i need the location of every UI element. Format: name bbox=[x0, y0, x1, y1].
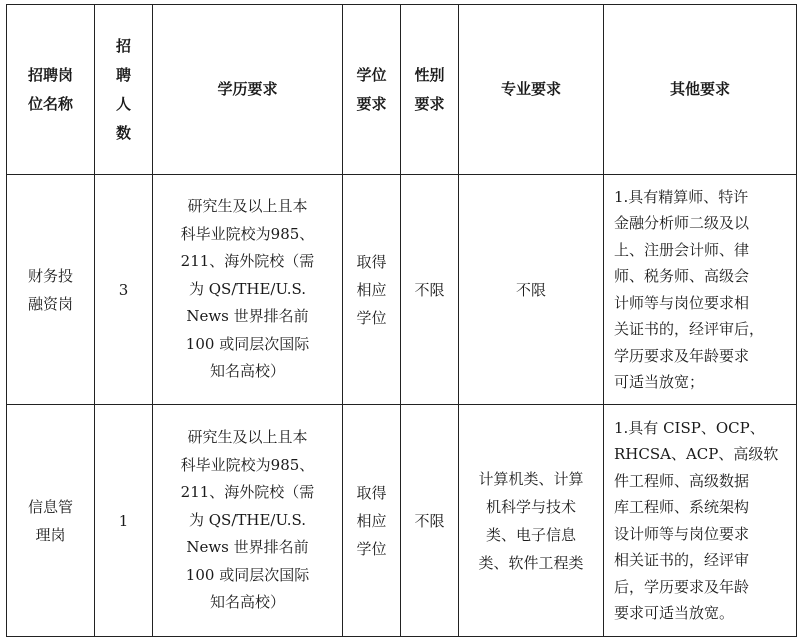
recruitment-table bbox=[6, 4, 797, 637]
cell-education: 研究生及以上且本 科毕业院校为985、 211、海外院校（需 为 QS/THE/U.S. News 世界排名前 100 或同层次国际 知名高校） bbox=[153, 405, 343, 637]
header-education: 学历要求 bbox=[153, 5, 343, 175]
cell-degree: 取得 相应 学位 bbox=[343, 175, 401, 405]
header-degree: 学位 要求 bbox=[343, 5, 401, 175]
cell-other: 1.具有 CISP、OCP、 RHCSA、ACP、高级软 件工程师、高级数据 库工程师、系统架构 设计师等与岗位要求 相关证书的，经评审 后，学历要求及年龄 要求可适当放宽。 bbox=[604, 405, 797, 637]
header-row bbox=[7, 5, 797, 175]
table-row bbox=[7, 405, 797, 637]
cell-position: 信息管 理岗 bbox=[7, 405, 95, 637]
cell-count: 1 bbox=[95, 405, 153, 637]
cell-count: 3 bbox=[95, 175, 153, 405]
cell-degree: 取得 相应 学位 bbox=[343, 405, 401, 637]
cell-major: 计算机类、计算 机科学与技术 类、电子信息 类、软件工程类 bbox=[459, 405, 604, 637]
cell-gender: 不限 bbox=[401, 175, 459, 405]
cell-major: 不限 bbox=[459, 175, 604, 405]
header-position: 招聘岗 位名称 bbox=[7, 5, 95, 175]
cell-position: 财务投 融资岗 bbox=[7, 175, 95, 405]
header-gender: 性别 要求 bbox=[401, 5, 459, 175]
header-other: 其他要求 bbox=[604, 5, 797, 175]
header-major: 专业要求 bbox=[459, 5, 604, 175]
table-row bbox=[7, 175, 797, 405]
cell-gender: 不限 bbox=[401, 405, 459, 637]
header-count: 招 聘 人 数 bbox=[95, 5, 153, 175]
cell-education: 研究生及以上且本 科毕业院校为985、 211、海外院校（需 为 QS/THE/U.S. News 世界排名前 100 或同层次国际 知名高校） bbox=[153, 175, 343, 405]
cell-other: 1.具有精算师、特许 金融分析师二级及以 上、注册会计师、律 师、税务师、高级会 计师等与岗位要求相 关证书的，经评审后， 学历要求及年龄要求 可适当放宽； bbox=[604, 175, 797, 405]
